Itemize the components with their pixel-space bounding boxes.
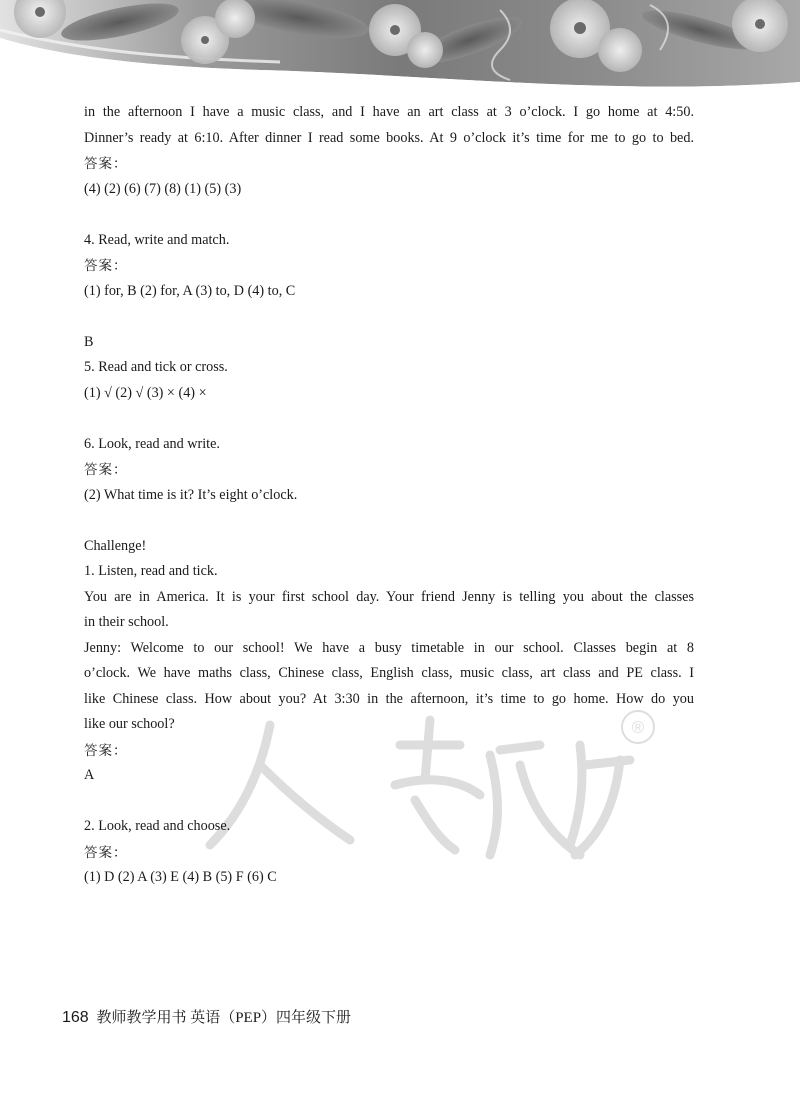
text-line: in their school. (84, 614, 169, 630)
text-line: in the afternoon I have a music class, and I have an art class at 3 o’clock. I go home at 4:50. (84, 104, 694, 120)
text-line: A (84, 767, 95, 783)
text-line: B (84, 333, 94, 350)
text-line: 6. Look, read and write. (84, 435, 220, 452)
header-banner (0, 0, 800, 92)
answer-label: 答案： (84, 844, 128, 860)
text-line: 4. Read, write and match. (84, 231, 230, 248)
text-line: (2) What time is it? It’s eight o’clock. (84, 486, 298, 503)
page-number: 168 (62, 1009, 89, 1026)
text-line: o’clock. We have maths class, Chinese class, English class, music class, art class and PE class. I (84, 665, 694, 681)
text-line: 5. Read and tick or cross. (84, 359, 228, 375)
text-line: (1) D (2) A (3) E (4) B (5) F (6) C (84, 869, 277, 885)
text-line: Jenny: Welcome to our school! We have a busy timetable in our school. Classes begin at 8 (84, 639, 694, 656)
answer-label: 答案： (84, 462, 128, 477)
book-title: 教师教学用书 英语（PEP）四年级下册 (96, 1010, 352, 1026)
text-line: (1) √ (2) √ (3) × (4) × (84, 384, 207, 401)
text-line: 2. Look, read and choose. (84, 818, 231, 834)
text-line: 1. Listen, read and tick. (84, 563, 218, 579)
blank-line (84, 789, 694, 815)
answer-label: 答案： (84, 258, 128, 273)
answer-label: 答案： (84, 742, 128, 758)
svg-text:®: ® (631, 718, 645, 737)
answer-label: 答案： (84, 156, 128, 171)
text-line: like our school? (84, 716, 175, 732)
blank-line (84, 508, 694, 534)
page-content (84, 100, 694, 891)
page-footer (62, 1006, 351, 1027)
blank-line (84, 406, 694, 432)
text-line: You are in America. It is your first school day. Your friend Jenny is telling you about the classes (84, 588, 694, 605)
text-line: Dinner’s ready at 6:10. After dinner I read some books. At 9 o’clock it’s time for me to go to bed. (84, 129, 694, 146)
blank-line (84, 202, 694, 228)
text-line: Challenge! (84, 537, 147, 554)
text-line: (4) (2) (6) (7) (8) (1) (5) (3) (84, 180, 242, 197)
blank-line (84, 304, 694, 330)
text-line: like Chinese class. How about you? At 3:30 in the afternoon, it’s time to go home. How do you (84, 690, 694, 707)
text-line: (1) for, B (2) for, A (3) to, D (4) to, C (84, 282, 296, 299)
